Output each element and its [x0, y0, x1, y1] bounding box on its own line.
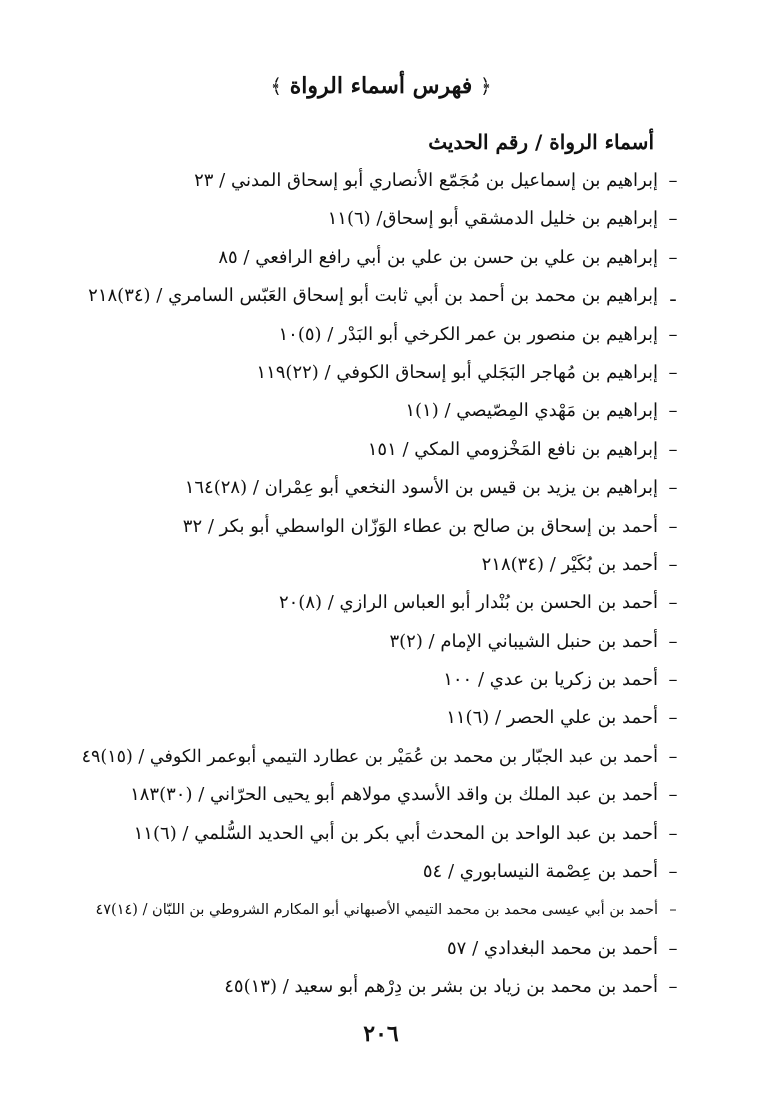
list-item — [80, 431, 682, 469]
entry-bullet: – — [668, 784, 678, 806]
entry-bullet: – — [668, 361, 678, 383]
list-item — [80, 277, 682, 315]
entry-text: أحمد بن حنبل الشيباني الإمام / (٢)٣ — [389, 630, 658, 652]
entry-text: أحمد بن محمد البغدادي / ٥٧ — [447, 937, 658, 959]
list-item — [80, 200, 682, 238]
page-title — [0, 66, 762, 106]
entry-bullet: – — [668, 976, 678, 998]
entry-text: إبراهيم بن علي بن حسن بن علي بن أبي رافع الرافعي / ٨٥ — [218, 246, 658, 268]
list-item — [80, 354, 682, 392]
list-item — [80, 316, 682, 354]
entry-bullet: ـ — [670, 285, 676, 307]
entry-bullet: – — [668, 937, 678, 959]
entry-text: أحمد بن عبد الجبّار بن محمد بن عُمَيْر بن عطارد التيمي أبوعمر الكوفي / (١٥)٤٩ — [81, 746, 658, 767]
entry-bullet: – — [668, 822, 678, 844]
entry-text: إبراهيم بن نافع المَخْزومي المكي / ١٥١ — [367, 438, 658, 460]
entry-bullet: – — [668, 477, 678, 499]
list-item — [80, 968, 682, 1006]
list-item — [80, 891, 682, 929]
entry-bullet: – — [668, 438, 678, 460]
narrators-list — [80, 162, 682, 1007]
entry-text: أحمد بن عِصْمة النيسابوري / ٥٤ — [422, 861, 658, 883]
entry-text: إبراهيم بن مُهاجر البَجَلي أبو إسحاق الكوفي / (٢٢)١١٩ — [256, 361, 658, 383]
entry-bullet: – — [668, 669, 678, 691]
entry-bullet: – — [668, 515, 678, 537]
entry-bullet: – — [668, 323, 678, 345]
ornament-close: ﴾ — [270, 74, 283, 98]
list-item — [80, 738, 682, 776]
entry-text: أحمد بن إسحاق بن صالح بن عطاء الوَزّان الواسطي أبو بكر / ٣٢ — [182, 515, 658, 537]
entry-bullet: – — [668, 553, 678, 575]
entry-text: إبراهيم بن يزيد بن قيس بن الأسود النخعي أبو عِمْران / (٢٨)١٦٤ — [184, 477, 658, 499]
list-item — [80, 508, 682, 546]
list-item — [80, 699, 682, 737]
list-item — [80, 162, 682, 200]
entry-text: إبراهيم بن منصور بن عمر الكرخي أبو البَدْر / (٥)١٠ — [278, 323, 658, 345]
entry-text: إبراهيم بن مَهْدي المِصّيصي / (١)١ — [405, 400, 658, 422]
list-item — [80, 546, 682, 584]
entry-text: إبراهيم بن إسماعيل بن مُجَمّع الأنصاري أبو إسحاق المدني / ٢٣ — [194, 170, 658, 191]
entry-bullet: – — [668, 208, 678, 230]
list-item — [80, 930, 682, 968]
entry-bullet: – — [669, 902, 677, 919]
list-item — [80, 623, 682, 661]
entry-text: أحمد بن عبد الملك بن واقد الأسدي مولاهم أبو يحيى الحرّاني / (٣٠)١٨٣ — [130, 784, 658, 806]
entry-text: إبراهيم بن محمد بن أحمد بن أبي ثابت أبو إسحاق العَبّس السامري / (٣٤)٢١٨ — [88, 285, 658, 307]
entry-bullet: – — [668, 746, 678, 767]
entry-bullet: – — [668, 861, 678, 883]
ornament-open: ﴿ — [479, 74, 492, 98]
entry-bullet: – — [668, 246, 678, 268]
list-item — [80, 815, 682, 853]
entry-bullet: – — [668, 400, 678, 422]
list-item — [80, 392, 682, 430]
entry-text: أحمد بن علي الحصر / (٦)١١ — [446, 707, 658, 729]
entry-text: أحمد بن زكريا بن عدي / ١٠٠ — [443, 669, 658, 691]
entry-text: أحمد بن الحسن بن بُنْدار أبو العباس الرازي / (٨)٢٠ — [278, 592, 658, 614]
entry-bullet: – — [668, 170, 678, 191]
entry-text: أحمد بن بُكَيْر / (٣٤)٢١٨ — [481, 553, 658, 575]
entry-bullet: – — [668, 707, 678, 729]
entry-bullet: – — [668, 592, 678, 614]
column-header: أسماء الرواة / رقم الحديث — [428, 130, 654, 154]
entry-text: إبراهيم بن خليل الدمشقي أبو إسحاق/ (٦)١١ — [327, 208, 658, 230]
list-item — [80, 584, 682, 622]
entry-text: أحمد بن أبي عيسى محمد بن محمد التيمي الأصبهاني أبو المكارم الشروطي بن اللبّان / (١٤)٤٧ — [95, 902, 658, 919]
list-item — [80, 776, 682, 814]
page-title-text: فهرس أسماء الرواة — [289, 73, 473, 99]
list-item — [80, 661, 682, 699]
page-number: ٢٠٦ — [363, 1021, 399, 1047]
list-item — [80, 853, 682, 891]
entry-text: أحمد بن محمد بن زياد بن بشر بن دِرْهم أبو سعيد / (١٣)٤٥ — [224, 976, 658, 998]
entry-text: أحمد بن عبد الواحد بن المحدث أبي بكر بن أبي الحديد السُّلمي / (٦)١١ — [133, 822, 658, 844]
entry-bullet: – — [668, 630, 678, 652]
list-item — [80, 239, 682, 277]
list-item — [80, 469, 682, 507]
